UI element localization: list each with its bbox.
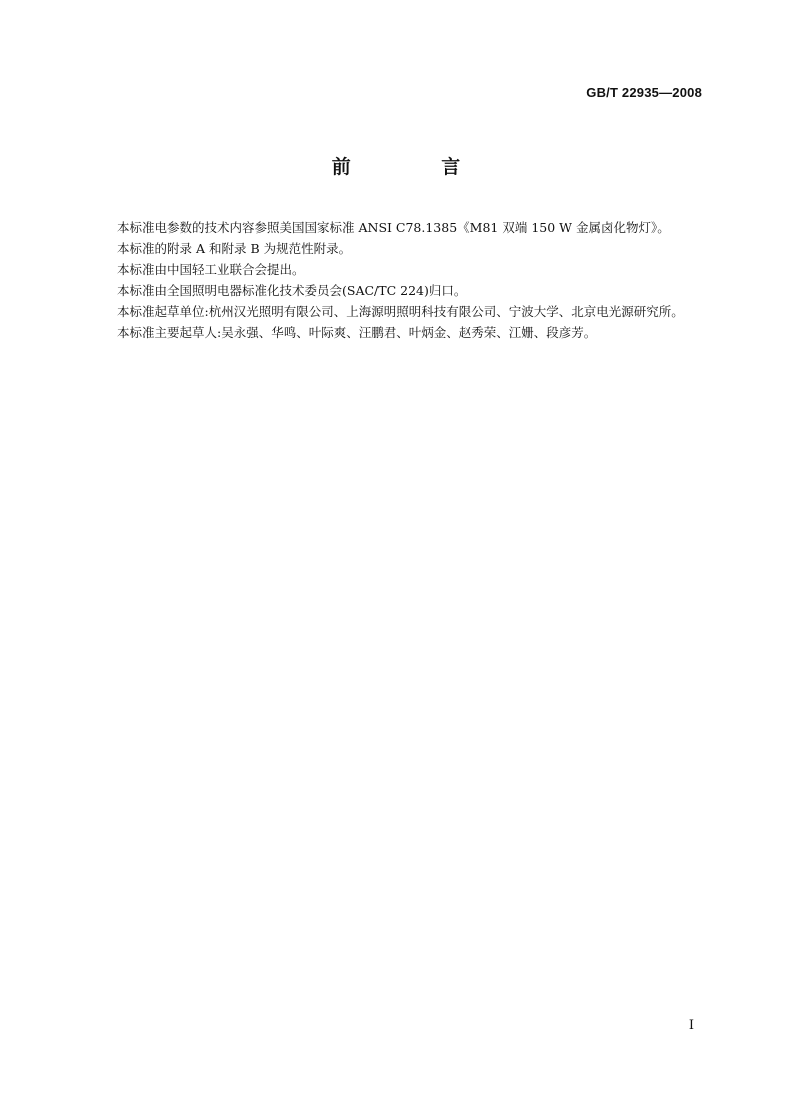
page-title: 前 言 bbox=[331, 156, 503, 178]
paragraph-proposer: 本标准由中国轻工业联合会提出。 bbox=[117, 262, 305, 277]
paragraph-reference: 本标准电参数的技术内容参照美国国家标准 ANSI C78.1385《M81 双端 150 W 金属卤化物灯》。 bbox=[117, 220, 670, 235]
page-number: I bbox=[688, 1018, 694, 1033]
paragraph-annexes: 本标准的附录 A 和附录 B 为规范性附录。 bbox=[117, 241, 352, 256]
paragraph-drafters: 本标准主要起草人:吴永强、华鸣、叶际爽、汪鹏君、叶炳金、赵秀荣、江姗、段彦芳。 bbox=[117, 325, 597, 340]
standard-code: GB/T 22935—2008 bbox=[586, 85, 702, 100]
foreword-body bbox=[90, 217, 704, 343]
paragraph-drafting-units: 本标准起草单位:杭州汉光照明有限公司、上海源明照明科技有限公司、宁波大学、北京电光源研究所。 bbox=[117, 304, 684, 319]
paragraph-committee: 本标准由全国照明电器标准化技术委员会(SAC/TC 224)归口。 bbox=[117, 283, 467, 298]
